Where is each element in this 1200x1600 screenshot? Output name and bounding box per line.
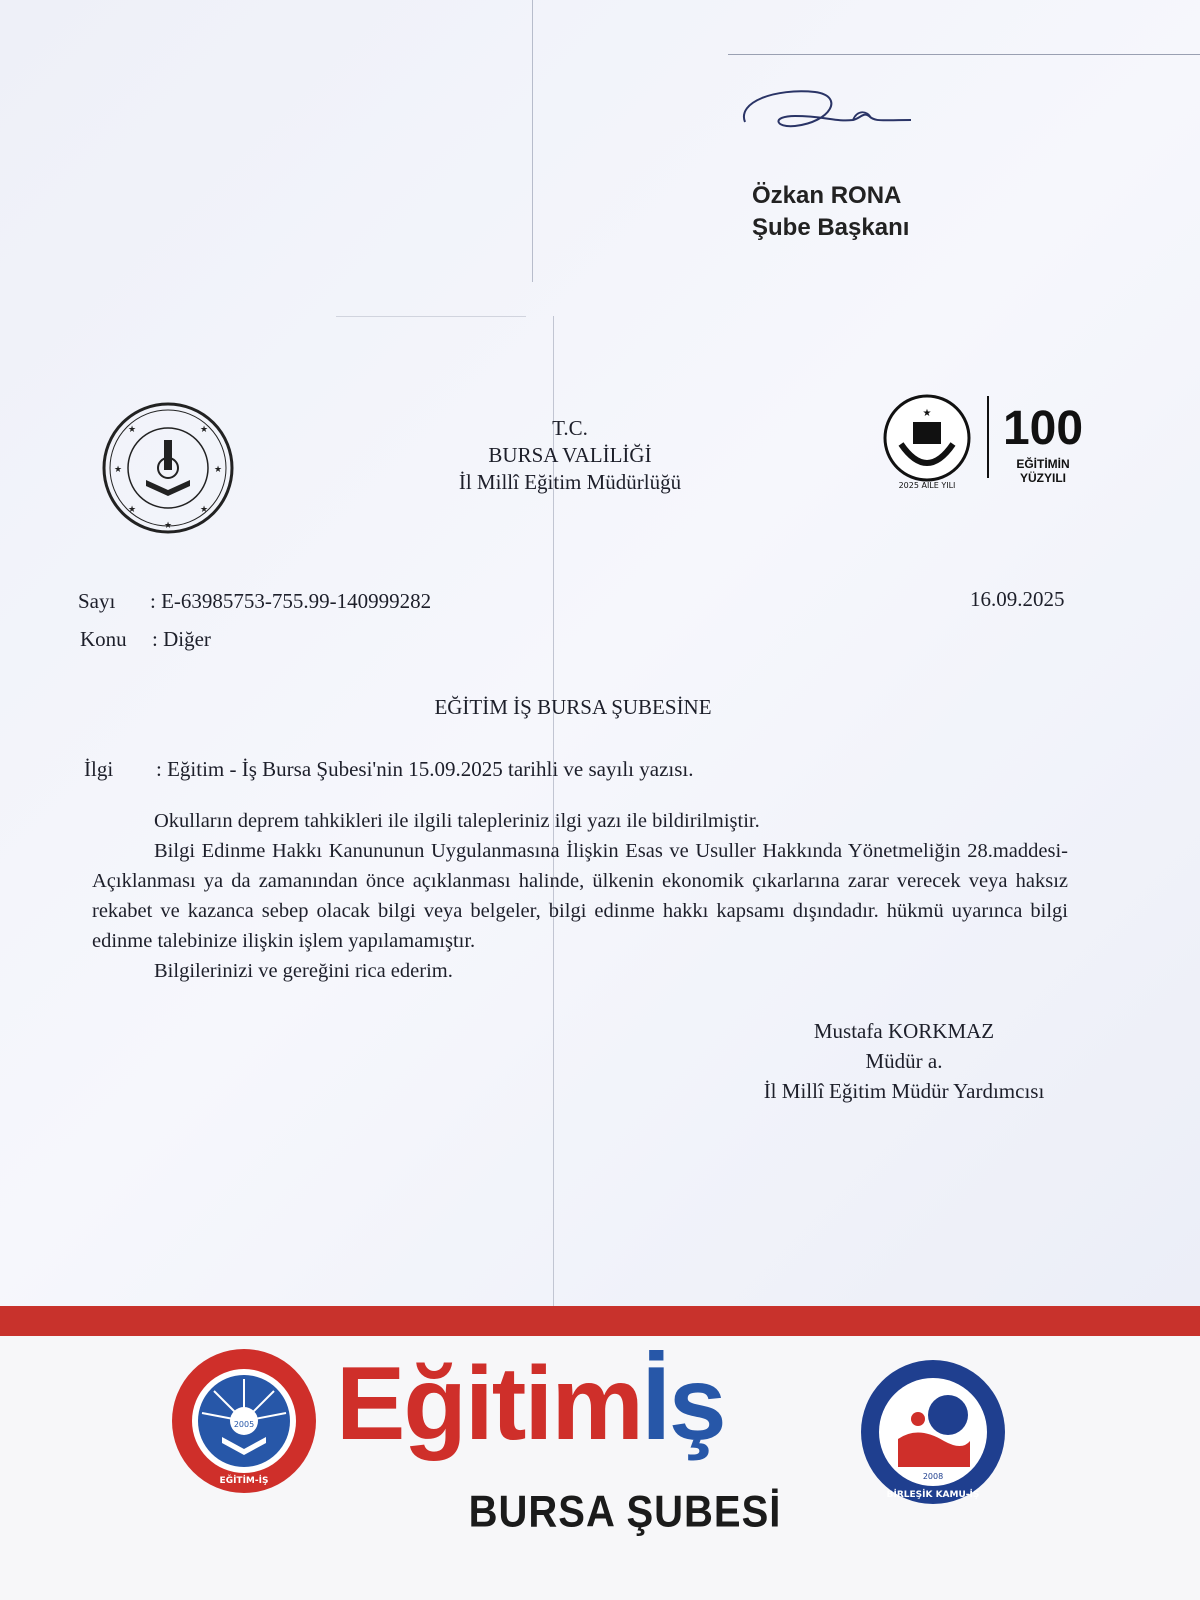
brand-part-is: İş	[641, 1346, 725, 1462]
konu-row	[80, 627, 211, 652]
fold-line	[728, 54, 1200, 55]
svg-text:2025 AİLE YILI: 2025 AİLE YILI	[898, 481, 956, 490]
sayi-label: Sayı	[78, 589, 116, 613]
ilgi-value: : Eğitim - İş Bursa Şubesi'nin 15.09.2025 tarihli ve sayılı yazısı.	[156, 757, 694, 781]
svg-text:EĞİTİMİN: EĞİTİMİN	[1016, 457, 1070, 471]
document-body	[92, 806, 1068, 986]
svg-text:2008: 2008	[922, 1472, 944, 1481]
svg-text:★: ★	[922, 408, 932, 419]
sayi-row	[78, 589, 431, 614]
addressee: EĞİTİM İŞ BURSA ŞUBESİNE	[434, 695, 712, 719]
svg-text:EĞİTİM-İŞ: EĞİTİM-İŞ	[219, 1476, 269, 1486]
top-stamp-name: Özkan RONA	[752, 182, 902, 209]
footer-red-band	[0, 1306, 1200, 1336]
svg-text:★: ★	[214, 465, 223, 475]
ilgi-row	[84, 757, 693, 782]
egitim-is-brand	[336, 1344, 856, 1464]
fold-line	[532, 0, 533, 282]
body-paragraph-3: Bilgilerinizi ve gereğini rica ederim.	[154, 960, 453, 982]
svg-text:★: ★	[128, 505, 137, 515]
handwritten-signature-top	[735, 82, 915, 142]
signer-title: İl Millî Eğitim Müdür Yardımcısı	[763, 1079, 1045, 1103]
birlesik-kamu-is-logo	[858, 1357, 1008, 1507]
signer-name: Mustafa KORKMAZ	[813, 1019, 995, 1043]
fold-line	[336, 316, 526, 317]
konu-label: Konu	[80, 627, 127, 651]
svg-text:★: ★	[128, 425, 137, 435]
svg-text:YÜZYILI: YÜZYILI	[1019, 471, 1067, 485]
header-line-tc: T.C.	[552, 416, 588, 440]
svg-text:2005: 2005	[233, 1420, 255, 1429]
ilgi-label: İlgi	[84, 757, 114, 781]
egitim-is-union-logo	[170, 1347, 318, 1495]
header-line-mudurluk: İl Millî Eğitim Müdürlüğü	[458, 470, 682, 494]
konu-value: : Diğer	[152, 627, 211, 651]
document-date: 16.09.2025	[970, 587, 1065, 611]
top-stamp	[752, 180, 909, 245]
svg-text:BİRLEŞİK KAMU-İŞ: BİRLEŞİK KAMU-İŞ	[886, 1490, 980, 1500]
svg-text:★: ★	[200, 505, 209, 515]
top-stamp-title: Şube Başkanı	[752, 214, 910, 242]
document-header	[0, 415, 1140, 496]
svg-text:100: 100	[1002, 402, 1084, 455]
body-paragraph-2: Bilgi Edinme Hakkı Kanununun Uygulanmasına İlişkin Esas ve Usuller Hakkında Yönetmeliğin 28.maddesi- Açıklanması ya da zamanından önce açıklanması halinde, ülkenin ekonomik çıkarlarına zarar verecek veya haksız rekabet ve kazanca sebep olacak bilgi veya belgeler, bilgi edinme hakkı kapsamı dışındadır. hükmü uyarınca bilgi edinme talebinize ilişkin işlem yapılamamıştır.	[92, 840, 1068, 952]
branch-label: BURSA ŞUBESİ	[468, 1487, 782, 1537]
body-paragraph-1: Okulların deprem tahkikleri ile ilgili talepleriniz ilgi yazı ile bildirilmiştir.	[154, 810, 760, 832]
sayi-value: : E-63985753-755.99-140999282	[150, 589, 432, 613]
svg-text:★: ★	[114, 465, 123, 475]
signer-role: Müdür a.	[865, 1049, 943, 1073]
svg-text:★: ★	[200, 425, 209, 435]
signature-block	[744, 1016, 1064, 1106]
header-line-valilik: BURSA VALİLİĞİ	[488, 443, 652, 467]
brand-part-egitim: Eğitim	[336, 1346, 642, 1462]
svg-text:★: ★	[164, 521, 173, 531]
